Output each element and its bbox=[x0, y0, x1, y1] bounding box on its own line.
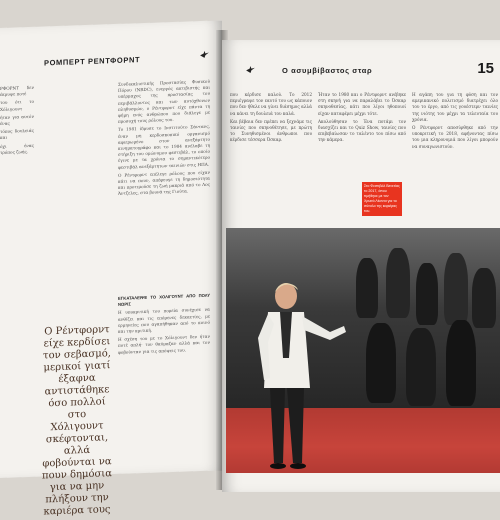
pull-quote: Ο Ρέντφορντ είχε κερδίσει τον σεβασμό, μερικοί γιατί έξαφνα αντιστάθηκε όσο πολλοί στο Χόλιγουντ σκέφτονται, αλλά φοβούνται να πουν δημόσια για να μην πλήξουν την καριέρα τους bbox=[42, 324, 112, 518]
left-column-3 bbox=[118, 293, 210, 476]
photographer bbox=[386, 248, 410, 318]
photo-caption-box: Στο Φεστιβάλ Βενετίας το 2017, όπου τιμήθηκε με τον Χρυσό Λέοντα για το σύνολο της καριέρας του. bbox=[362, 182, 402, 216]
left-column-1 bbox=[0, 85, 34, 446]
left-col3-paragraph: Η υποκριτική του πορεία συνέχισε να ανθίζει και τις επόμενες δεκαετίες, με ερμηνείες που αγαπήθηκαν από το κοινό και την κριτική. bbox=[118, 307, 210, 334]
left-page bbox=[0, 20, 222, 518]
right-column-3 bbox=[412, 92, 498, 220]
right-page bbox=[222, 40, 500, 492]
left-column-2 bbox=[118, 79, 210, 292]
left-col2-paragraph: Ο Ρέντφορντ επέλεγε ρόλους που είχαν κάτι να πουν, απέφευγε τη δημοσιότητα και προτιμούσε τη ζωή μακριά από το Λος Άντζελες, στα βουνά της Γιούτα. bbox=[118, 169, 210, 197]
left-col2-paragraph: Το 1981 ίδρυσε το Ινστιτούτο Σάντανς, έναν μη κερδοσκοπικό οργανισμό αφιερωμένο στον ανεξάρτητο κινηματογράφο και το 1984 ανέλαβε τη στήριξη του ομώνυμου φεστιβάλ, το οποίο έγινε με τα χρόνια το σημαντικότερο φεστιβάλ ανεξάρτητων ταινιών στις ΗΠΑ. bbox=[118, 124, 210, 170]
right-col1-paragraph: Και βέβαια δεν πρέπει να ξεχνάμε τις ταινίες που σκηνοθέτησε, με πρώτη το Συνηθισμένοι άνθρωποι που κέρδισε τέσσερα Όσκαρ. bbox=[230, 118, 312, 143]
left-col3-paragraph: Η σχέση του με το Χόλιγουντ δεν ήταν ποτέ απλή· τον θαύμαζαν αλλά και τον φοβούνταν για τις απόψεις του. bbox=[118, 333, 210, 355]
page-number: 15 bbox=[477, 60, 494, 77]
left-col1-line: ΡΦΟΡΝΤ δεν έκρυψε ποτέ bbox=[0, 84, 34, 98]
left-col1-line: όχι ένας τρόπος ζωής. bbox=[0, 142, 34, 155]
right-col3-paragraph: Η αγάπη του για τη φύση και τον αμερικανικό πολιτισμό διατρέχει όλο του το έργο, από τις γουέστερν ταινίες της νιότης του μέχρι τα τελευταία του χρόνια. bbox=[412, 92, 498, 122]
photographer bbox=[416, 263, 438, 325]
right-col2-paragraph: Ακολούθησαν το Ένα ποτάμι τον διασχίζει και το Quiz Show, ταινίες που επιβεβαίωσαν το ταλέντο του πίσω από την κάμερα. bbox=[318, 118, 406, 143]
bird-icon bbox=[246, 66, 255, 73]
left-col1-line: ήταν για αυτόν ένας bbox=[0, 113, 34, 127]
right-col2-paragraph: Ήταν το 1980 και ο Ρέντφορντ ανέβηκε στη σκηνή για να παραλάβει το Όσκαρ σκηνοθεσίας, κάτι που λίγοι ηθοποιοί είχαν καταφέρει μέχρι τότε. bbox=[318, 92, 406, 116]
right-col1-paragraph: που κέρδισε καλού. Το 2012 περιέγραψε τον εαυτό του ως κάποιον που δεν ήθελε να γίνει διάσημος αλλά να κάνει τη δουλειά του καλά. bbox=[230, 92, 312, 116]
bird-icon bbox=[200, 51, 209, 58]
right-column-1 bbox=[230, 92, 312, 220]
photographer bbox=[356, 258, 378, 318]
photographer bbox=[406, 328, 436, 406]
left-col2-paragraph: Συνδικαλιστικής Προστασίας Φυσικού Πόρου (NRDC), ενεργός ακτιβιστής και υπέρμαχος της προστασίας του περιβάλλοντος και των αυτόχθονων πληθυσμών, ο Ρέντφορντ είχε πάντα τη φήμη ενός ανθρώπου που διάλεγε με προσοχή τους ρόλους του. bbox=[118, 78, 210, 125]
left-col1-line: τόπος δουλειάς και bbox=[0, 128, 34, 141]
photographer bbox=[446, 320, 476, 406]
left-running-head: ΡΟΜΠΕΡΤ ΡΕΝΤΦΟΡΝΤ bbox=[44, 55, 141, 68]
left-col1-line: του ότι το Χόλιγουντ bbox=[0, 99, 34, 112]
right-col3-paragraph: Ο Ρέντφορντ αποσύρθηκε από την υποκριτική το 2018, αφήνοντας πίσω του μια κληρονομιά που λίγοι μπορούν να συναγωνιστούν. bbox=[412, 125, 498, 149]
photographer bbox=[472, 268, 496, 328]
right-running-head: Ο ασυμβίβαστος σταρ bbox=[282, 66, 373, 75]
photographer bbox=[444, 253, 468, 325]
red-carpet-photo bbox=[226, 228, 500, 473]
man-in-white-suit bbox=[238, 278, 348, 473]
left-subhead: ΕΓΚΑΤΑΛΕΙΨΕ ΤΟ ΧΟΛΙΓΟΥΝΤ ΑΠΟ ΠΟΛΥ ΝΩΡΙΣ bbox=[118, 292, 210, 308]
photographer bbox=[366, 323, 396, 403]
